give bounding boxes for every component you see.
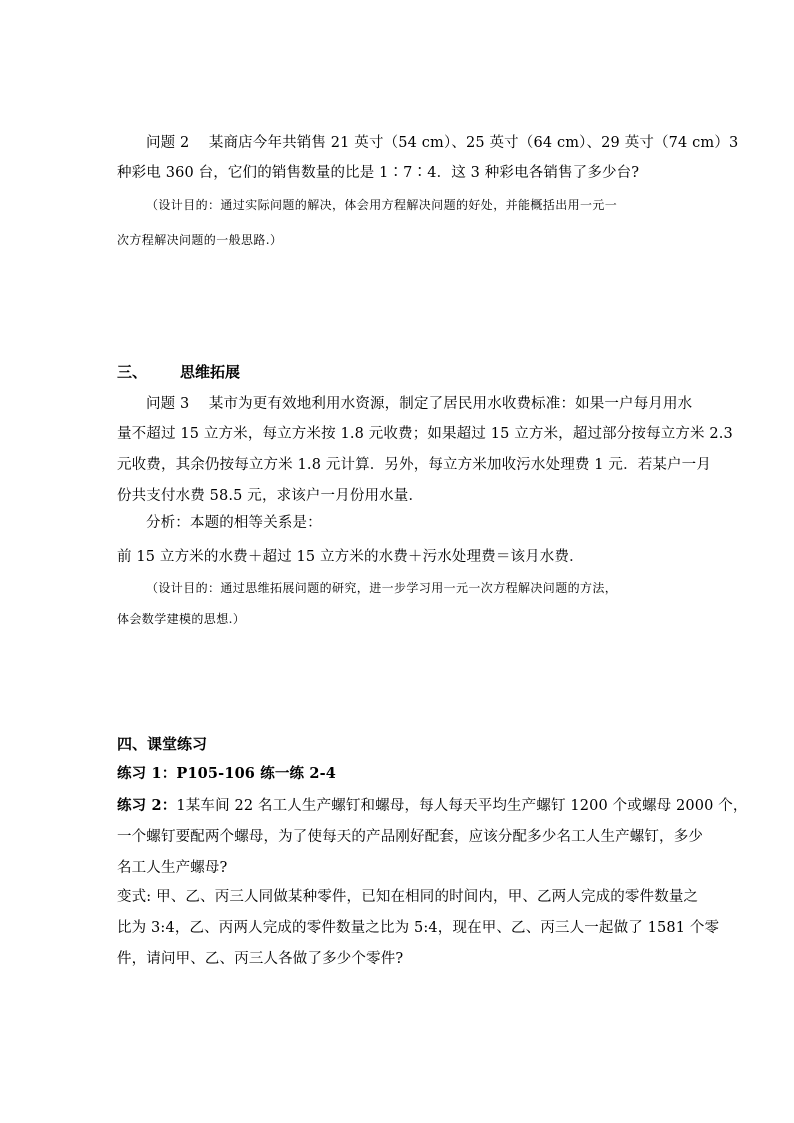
problem-2-design-note-2: 次方程解决问题的一般思路.） [117,233,283,247]
problem-2-design-note-1: （设计目的：通过实际问题的解决，体会用方程解决问题的好处，并能概括出用一元一 [146,198,618,212]
problem-3-line-2: 量不超过 15 立方米，每立方米按 1.8 元收费；如果超过 15 立方米，超过部分按每立方米 2.3 [117,426,733,442]
exercise-1: 练习 1：P105-106 练一练 2-4 [117,765,337,782]
section-3-title: 思维拓展 [180,363,241,381]
problem-3-equation: 前 15 立方米的水费＋超过 15 立方米的水费＋污水处理费＝该月水费． [117,549,584,565]
exercise-2-line-3: 名工人生产螺母? [117,860,228,876]
problem-3-design-note-2: 体会数学建模的思想.） [117,612,246,626]
problem-3-line-1: 问题 3 某市为更有效地利用水资源，制定了居民用水收费标准：如果一户每月用水 [146,396,693,412]
problem-3-analysis: 分析：本题的相等关系是： [146,515,322,531]
exercise-2-line-1 [117,796,748,816]
exercise-2-label: 练习 2： [117,797,177,814]
variant-line-1: 变式: 甲、乙、丙三人同做某种零件，已知在相同的时间内，甲、乙两人完成的零件数量之 [117,889,699,905]
problem-3-line-4: 份共支付水费 58.5 元，求该户一月份用水量． [117,488,424,504]
exercise-2-text: 1某车间 22 名工人生产螺钉和螺母，每人每天平均生产螺钉 1200 个或螺母 2000 个， [176,798,748,814]
section-4-heading: 四、课堂练习 [117,735,208,753]
exercise-2-line-2: 一个螺钉要配两个螺母，为了使每天的产品刚好配套，应该分配多少名工人生产螺钉，多少 [117,829,703,845]
variant-line-2: 比为 3:4，乙、丙两人完成的零件数量之比为 5:4，现在甲、乙、丙三人一起做了 1581 个零 [117,920,720,936]
section-3-number: 三、 [117,363,148,381]
variant-line-3: 件，请问甲、乙、丙三人各做了多少个零件? [117,951,404,967]
problem-3-line-3: 元收费，其余仍按每立方米 1.8 元计算．另外，每立方米加收污水处理费 1 元．若某户一月 [117,457,711,473]
problem-2-line-1: 问题 2 某商店今年共销售 21 英寸（54 cm）、25 英寸（64 cm）、29 英寸（74 cm）3 [146,135,739,151]
problem-2-line-2: 种彩电 360 台，它们的销售数量的比是 1∶7∶4．这 3 种彩电各销售了多少台? [117,165,640,181]
problem-3-design-note-1: （设计目的：通过思维拓展问题的研究，进一步学习用一元一次方程解决问题的方法， [146,581,618,595]
